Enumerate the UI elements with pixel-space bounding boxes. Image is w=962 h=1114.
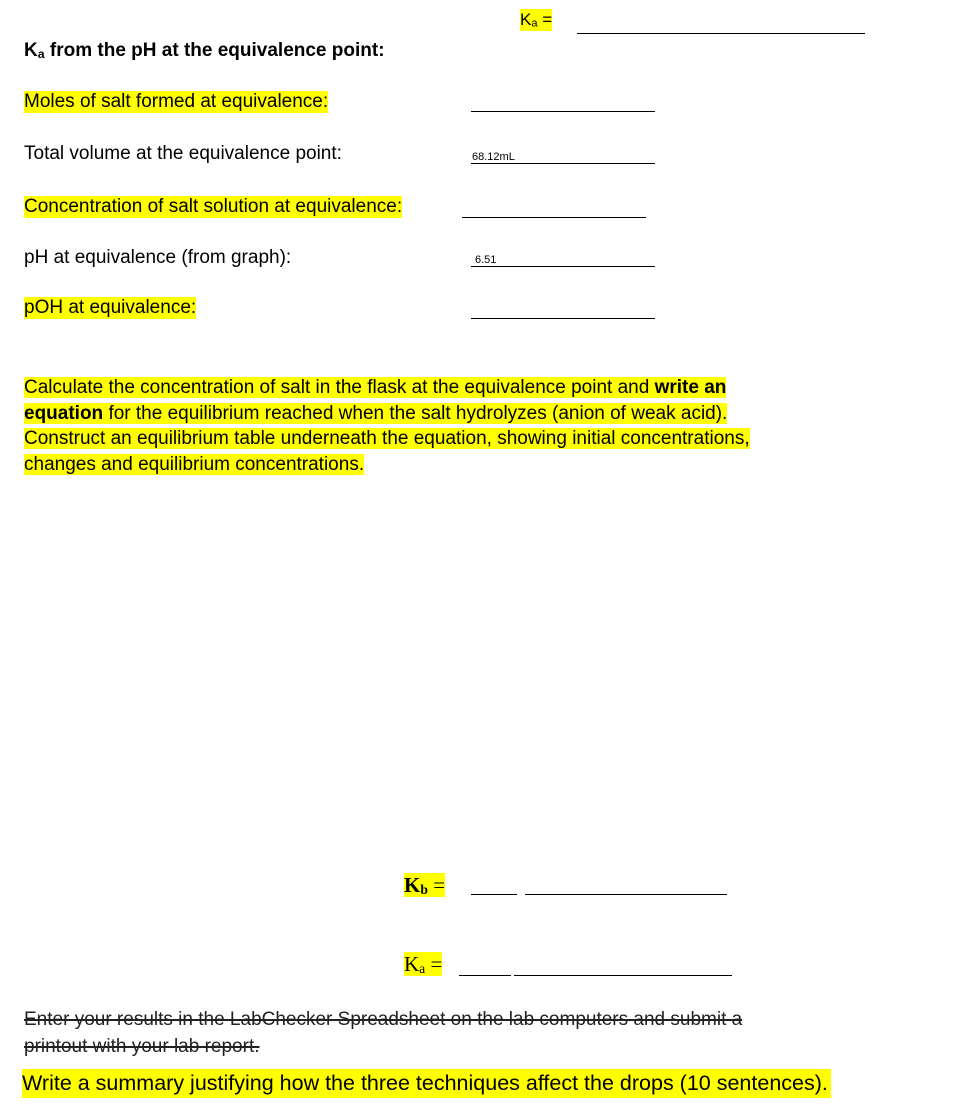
instructions-line4-text: changes and equilibrium concentrations. [24,453,365,475]
ka-suffix: = [425,952,443,976]
moles-answer-line [471,111,655,112]
section-heading [24,40,385,62]
instructions-line-2 [24,401,750,427]
volume-value: 68.12mL [472,151,515,163]
moles-label: Moles of salt formed at equivalence: [24,91,329,112]
volume-label: Total volume at the equivalence point: [24,143,342,164]
heading-rest: from the pH at the equivalence point: [44,40,385,61]
top-ka-answer-line [577,33,865,34]
ka-answer-line-short [459,975,511,976]
instructions-line3-text: Construct an equilibrium table underneath the equation, showing initial concentrations, [24,428,750,449]
ph-answer-line [471,266,655,267]
instructions-line2-text: for the equilibrium reached when the salt hydrolyzes (anion of weak acid). [103,402,728,424]
top-ka-suffix: = [537,10,553,29]
kb-label [404,873,445,897]
struck-note-line-2: printout with your lab report. [24,1036,260,1057]
kb-sub: b [420,882,428,898]
volume-answer-line [471,163,655,164]
struck-note-line-1: Enter your results in the LabChecker Spreadsheet on the lab computers and submit a [24,1009,743,1030]
heading-sub: a [37,46,45,61]
ka-answer-line-long [514,975,732,976]
heading-k: K [24,40,38,61]
ka-label [404,952,442,976]
ka-sub: a [419,961,426,977]
instructions-line1-text: Calculate the concentration of salt in the flask at the equivalence point and [24,377,655,398]
concentration-label: Concentration of salt solution at equivalence: [24,196,403,217]
ph-label: pH at equivalence (from graph): [24,247,292,268]
kb-suffix: = [427,873,446,897]
top-ka-label [520,9,552,31]
kb-answer-line-short [471,894,517,895]
top-ka-sub: a [531,17,538,30]
concentration-answer-line [462,217,646,218]
poh-label: pOH at equivalence: [24,297,197,318]
top-ka-k: K [520,10,532,29]
instructions-line2-bold: equation [24,402,104,424]
kb-k: K [404,873,421,897]
instructions-paragraph [24,375,750,477]
summary-instruction: Write a summary justifying how the three techniques affect the drops (10 sentences). [22,1069,831,1098]
kb-answer-line-long [525,894,727,895]
instructions-line-4 [24,452,750,478]
instructions-line-1 [24,375,750,401]
instructions-line1-bold: write an [654,377,727,398]
ka-k: K [404,952,420,976]
ph-value: 6.51 [475,254,497,266]
instructions-line-3 [24,426,750,452]
poh-answer-line [471,318,655,319]
